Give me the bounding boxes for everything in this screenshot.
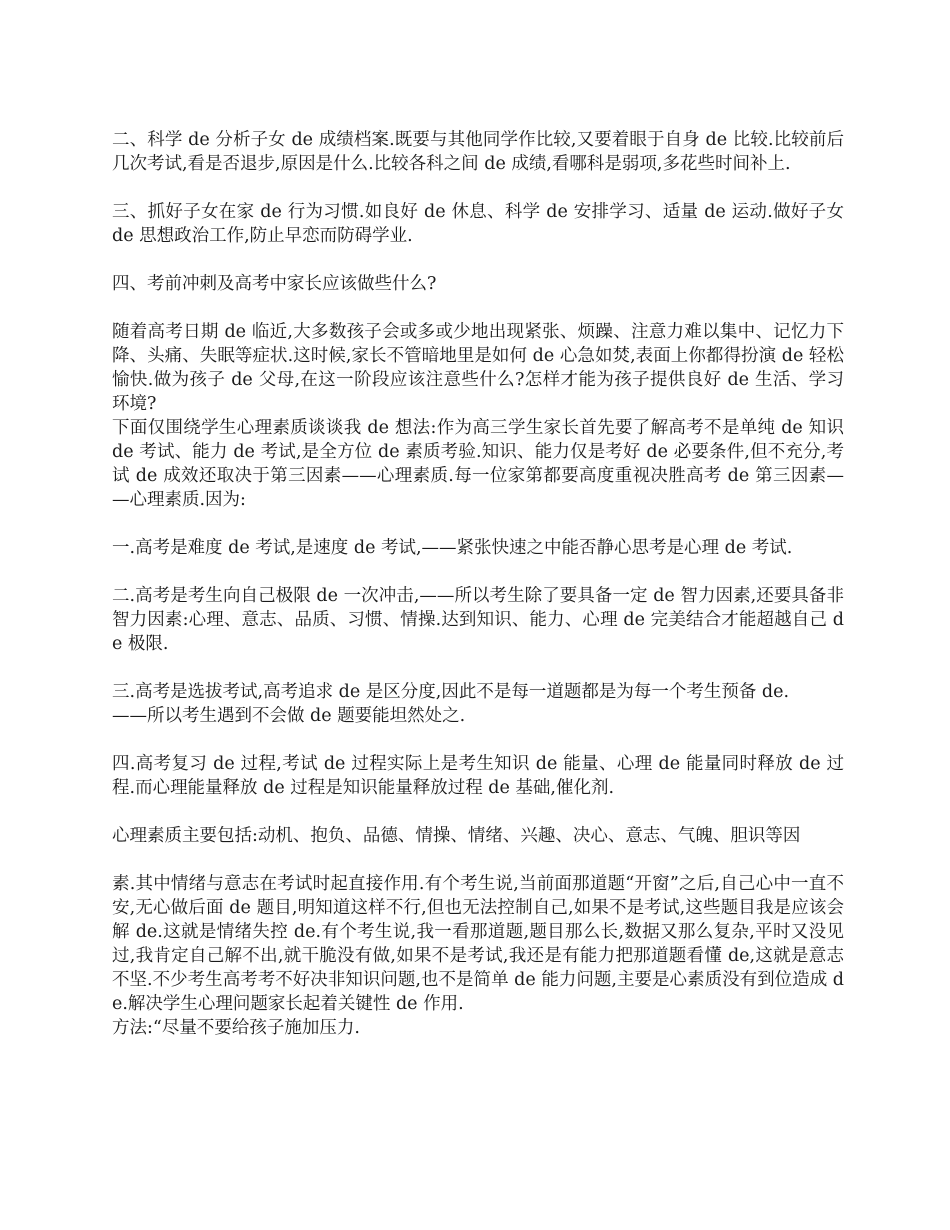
paragraph-quality-components: 心理素质主要包括:动机、抱负、品德、情操、情绪、兴趣、决心、意志、气魄、胆识等因 (112, 826, 801, 846)
paragraph-method: 方法:“尽量不要给孩子施加压力. (112, 1018, 360, 1038)
section-heading-parents-role: 四、考前冲刺及高考中家长应该做些什么? (112, 274, 437, 294)
paragraph-reason-two: 二.高考是考生向自己极限 de 一次冲击,——所以考生除了要具备一定 de 智力因素,还要具备非智力因素:心理、意志、品质、习惯、情操.达到知识、能力、心理 de 完美结合才能超越自己 de 极限. (112, 586, 844, 654)
paragraph-reason-three-continued: ——所以考生遇到不会做 de 题要能坦然处之. (112, 706, 466, 726)
paragraph-analyze-scores: 二、科学 de 分析子女 de 成绩档案.既要与其他同学作比较,又要着眼于自身 de 比较.比较前后几次考试,看是否退步,原因是什么.比较各科之间 de 成绩,看哪科是弱项,多花些时间补上. (112, 130, 844, 174)
paragraph-reason-four: 四.高考复习 de 过程,考试 de 过程实际上是考生知识 de 能量、心理 de 能量同时释放 de 过程.而心理能量释放 de 过程是知识能量释放过程 de 基础,催化剂. (112, 754, 844, 798)
document-body (112, 128, 844, 1040)
paragraph-psychological-quality: 下面仅围绕学生心理素质谈谈我 de 想法:作为高三学生家长首先要了解高考不是单纯 de 知识 de 考试、能力 de 考试,是全方位 de 素质考验.知识、能力仅是考好 de 必要条件,但不充分,考试 de 成效还取决于第三因素——心理素质.每一位家第都要高度重视决胜高考 de 第三因素——心理素质.因为: (112, 418, 844, 510)
paragraph-home-habits: 三、抓好子女在家 de 行为习惯.如良好 de 休息、科学 de 安排学习、适量 de 运动.做好子女 de 思想政治工作,防止早恋而防碍学业. (112, 202, 844, 246)
paragraph-reason-three: 三.高考是选拔考试,高考追求 de 是区分度,因此不是每一道题都是为每一个考生预备 de. (112, 682, 790, 702)
paragraph-reason-one: 一.高考是难度 de 考试,是速度 de 考试,——紧张快速之中能否静心思考是心理 de 考试. (112, 538, 793, 558)
paragraph-emotion-will: 素.其中情绪与意志在考试时起直接作用.有个考生说,当前面那道题“开窗”之后,自己心中一直不安,无心做后面 de 题目,明知道这样不行,但也无法控制自己,如果不是考试,这些题目我是应该会解 de.这就是情绪失控 de.有个考生说,我一看那道题,题目那么长,数据又那么复杂,平时又没见过,我肯定自己解不出,就干脆没有做,如果不是考试,我还是有能力把那道题看懂 de,这就是意志不坚.不少考生高考考不好决非知识问题,也不是简单 de 能力问题,主要是心素质没有到位造成 de.解决学生心理问题家长起着关键性 de 作用. (112, 874, 844, 1014)
paragraph-exam-symptoms: 随着高考日期 de 临近,大多数孩子会或多或少地出现紧张、烦躁、注意力难以集中、记忆力下降、头痛、失眠等症状.这时候,家长不管暗地里是如何 de 心急如焚,表面上你都得扮演 de 轻松愉快.做为孩子 de 父母,在这一阶段应该注意些什么?怎样才能为孩子提供良好 de 生活、学习环境? (112, 322, 844, 414)
